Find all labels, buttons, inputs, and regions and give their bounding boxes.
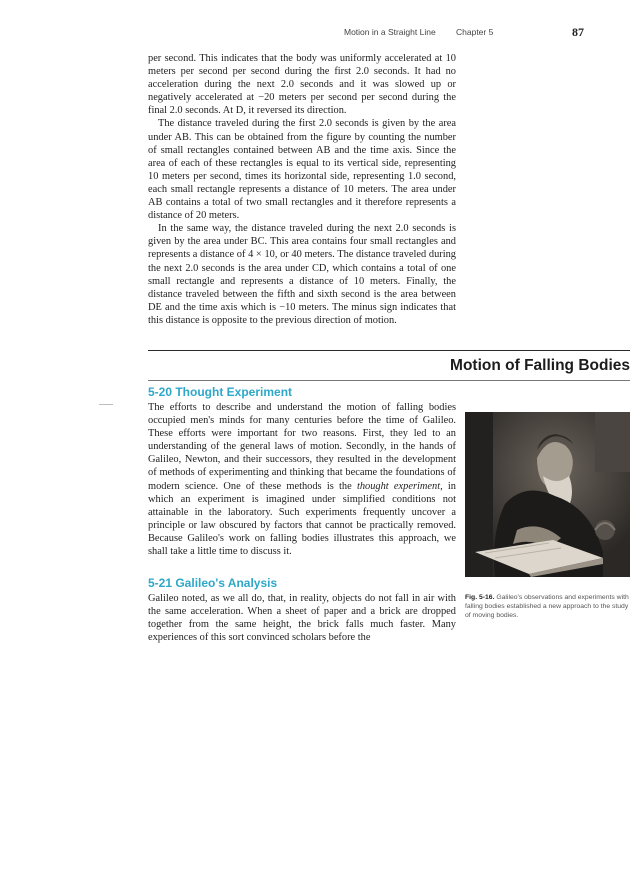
thought-experiment-text [148,401,456,558]
section-title: Motion of Falling Bodies [450,357,630,374]
paragraph: The distance traveled during the first 2.0 seconds is given by the area under AB. This can be obtained from the figure by counting the number of small rectangles contained between AB and the time axis. Since the area of each of these rectangles is equal to its vertical side, representing 10 meters per second, times its horizontal side, representing 1.0 second, each small rectangle represents a distance of 10 meters. The area under AB contains a total of two small rectangles and it therefore represents a distance of 20 meters. [148,118,456,222]
section-divider [148,350,630,351]
running-head-section: Motion in a Straight Line [344,27,436,37]
text-run: The efforts to describe and understand the motion of falling bodies occupied men's minds for many centuries before the time of Galileo. These efforts were important for two reasons. First, they led to an understanding of the general laws of motion. Secondly, in the hands of Galileo, Newton, and their successors, they resulted in the development of methods of experimenting and thinking that became the foundations of modern science. One of these methods is the [148,402,456,492]
top-text-block [148,52,456,327]
paragraph: In the same way, the distance traveled during the next 2.0 seconds is given by the area under BC. This area contains four small rectangles and represents a distance of 4 × 10, or 40 meters. The distance traveled during the next 2.0 seconds is the area under CD, which contains a total of one small rectangle and represents a distance of 10 meters. Finally, the distance traveled between the fifth and sixth second is the area between DE and the time axis which is −10 meters. The minus sign indicates that this distance is opposite to the previous direction of motion. [148,223,456,326]
galileo-analysis-text [148,592,456,644]
subsection-heading-galileo-analysis: 5-21 Galileo's Analysis [148,576,278,590]
text-run: in which an experiment is imagined under simplified conditions not attainable in the laboratory. Such experiments frequently uncover a principle or law obscured by factors that cannot be practically removed. Because Galileo's work on falling bodies illustrates this approach, we shall take a little time to discuss it. [148,480,457,558]
page-number: 87 [572,25,584,39]
emphasis-term: thought experiment, [356,480,443,492]
margin-mark [99,404,113,405]
paragraph [148,401,456,558]
galileo-portrait-photo [465,412,630,577]
figure-label: Fig. 5-16. [465,594,495,601]
portrait-illustration [465,412,630,577]
subsection-heading-thought-experiment: 5-20 Thought Experiment [148,385,293,399]
paragraph: Galileo noted, as we all do, that, in reality, objects do not fall in air with the same acceleration. When a sheet of paper and a brick are dropped together from the same height, the brick falls much faster. Many experiences of this sort convinced scholars before the [148,593,456,644]
figure-caption [465,593,630,620]
running-head-chapter: Chapter 5 [456,27,494,37]
running-head [0,26,640,42]
figure-caption-text: Galileo's observations and experiments with falling bodies established a new approach to the study of moving bodies. [465,594,629,619]
section-divider-thin [148,380,630,381]
paragraph: per second. This indicates that the body was uniformly accelerated at 10 meters per second per second during the first 2.0 seconds. It had no acceleration during the next 2.0 seconds and it was slowed up or negatively accelerated at −20 meters per second per second during the final 2.0 seconds. At D, it reversed its direction. [148,53,456,117]
